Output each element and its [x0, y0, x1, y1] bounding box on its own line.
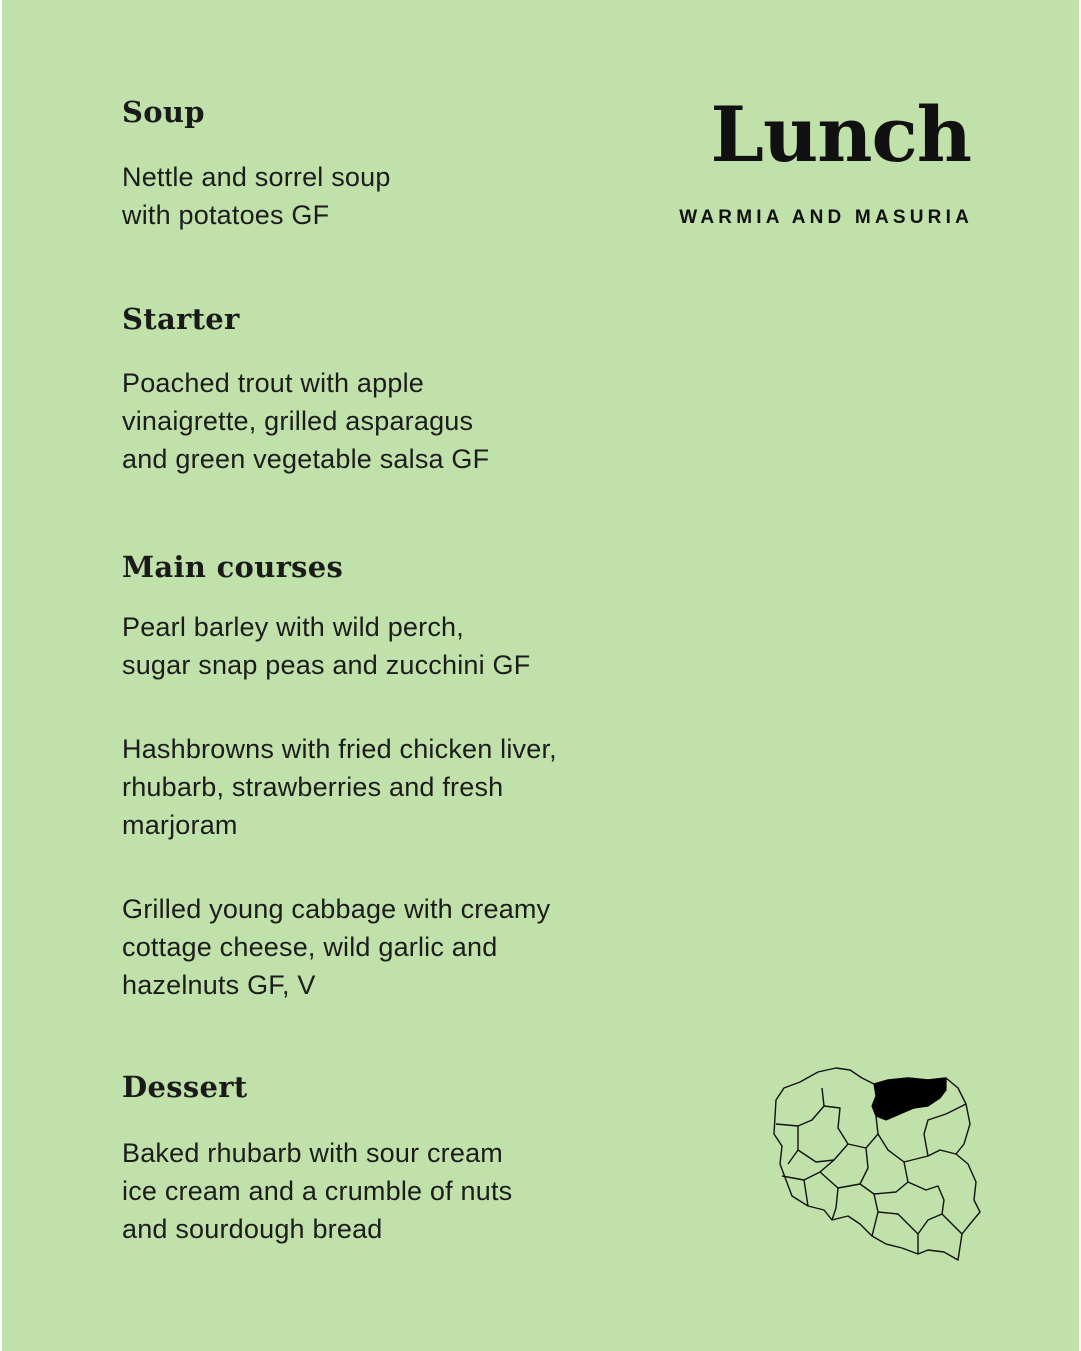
menu-item-dessert: Baked rhubarb with sour cream ice cream and a crumble of nuts and sourdough bread	[122, 1138, 513, 1244]
section-title-dessert: Dessert	[122, 1070, 248, 1104]
region-subtitle: WARMIA AND MASURIA	[679, 207, 973, 228]
menu-item-main-1: Pearl barley with wild perch, sugar snap peas and zucchini GF	[122, 612, 531, 680]
section-title-soup: Soup	[122, 95, 205, 129]
warmia-masuria-region	[872, 1078, 946, 1120]
page-title: Lunch	[710, 90, 971, 179]
menu-item-main-3: Grilled young cabbage with creamy cottage cheese, wild garlic and hazelnuts GF, V	[122, 894, 551, 1000]
section-title-main-courses: Main courses	[122, 550, 344, 584]
poland-regions-map-icon	[768, 1064, 982, 1262]
menu-item-soup: Nettle and sorrel soup with potatoes GF	[122, 162, 391, 230]
section-title-starter: Starter	[122, 302, 240, 336]
menu-item-main-2: Hashbrowns with fried chicken liver, rhubarb, strawberries and fresh marjoram	[122, 734, 557, 840]
menu-page	[2, 0, 1079, 1351]
menu-item-starter: Poached trout with apple vinaigrette, grilled asparagus and green vegetable salsa GF	[122, 368, 490, 474]
